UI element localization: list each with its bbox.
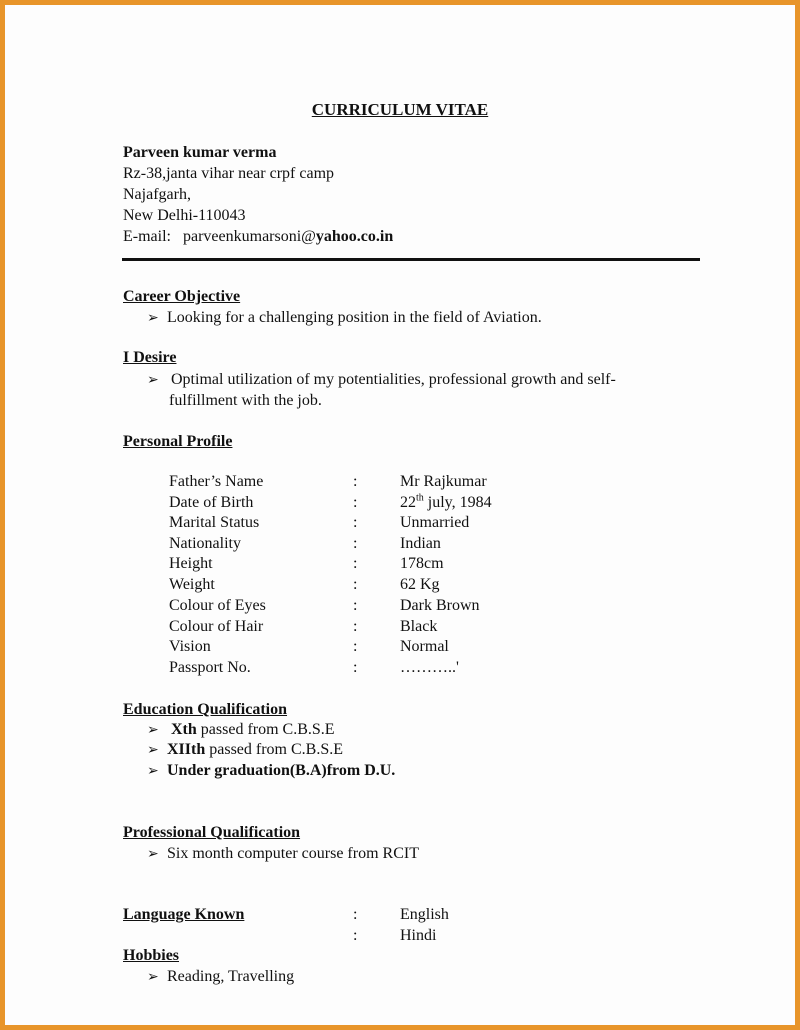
language-english: English	[400, 906, 449, 923]
arrow-bullet-icon: ➢	[147, 373, 159, 388]
education-item-bold: Under graduation(B.A)from D.U.	[167, 762, 396, 779]
profile-value-marital-status: Unmarried	[400, 514, 470, 531]
arrow-bullet-icon: ➢	[147, 311, 159, 326]
hobbies-text: Reading, Travelling	[167, 968, 295, 985]
profile-separator: :	[353, 618, 358, 635]
personal-profile-heading: Personal Profile	[123, 433, 233, 450]
hobbies-item	[147, 967, 294, 988]
profile-label-colour-of-hair: Colour of Hair	[169, 618, 264, 635]
profile-value-colour-of-hair: Black	[400, 618, 438, 635]
profile-label-date-of-birth: Date of Birth	[169, 494, 254, 511]
profile-separator: :	[353, 576, 358, 593]
header-divider	[122, 258, 700, 261]
language-hindi: Hindi	[400, 927, 437, 944]
profile-separator: :	[353, 597, 358, 614]
profile-separator: :	[353, 535, 358, 552]
email-line	[123, 227, 393, 247]
email-user[interactable]: parveenkumarsoni@	[182, 228, 316, 245]
education-heading: Education Qualification	[123, 701, 288, 718]
professional-item	[147, 844, 419, 865]
profile-separator: :	[353, 555, 358, 572]
profile-separator: :	[353, 638, 358, 655]
language-separator: :	[353, 927, 358, 944]
profile-separator: :	[353, 659, 358, 676]
address-line-2: Najafgarh,	[123, 186, 191, 203]
profile-label-weight: Weight	[169, 576, 215, 593]
profile-value-passport-no: ………..'	[400, 659, 459, 676]
email-domain[interactable]: yahoo.co.in	[315, 228, 394, 245]
email-label: E-mail:	[123, 228, 171, 245]
profile-label-fathers-name: Father’s Name	[169, 473, 264, 490]
language-separator: :	[353, 906, 358, 923]
profile-separator: :	[353, 514, 358, 531]
arrow-bullet-icon: ➢	[147, 743, 159, 758]
career-objective-text: Looking for a challenging position in the field of Aviation.	[167, 309, 542, 326]
education-item-text: passed from C.B.S.E	[196, 721, 335, 738]
profile-separator: :	[353, 494, 358, 511]
profile-label-nationality: Nationality	[169, 535, 241, 552]
education-item-bold: Xth	[171, 721, 197, 738]
education-item	[147, 761, 395, 782]
hobbies-heading: Hobbies	[123, 947, 180, 964]
desire-item	[147, 370, 616, 391]
profile-label-vision: Vision	[169, 638, 211, 655]
page-title: CURRICULUM VITAE	[311, 100, 489, 119]
arrow-bullet-icon: ➢	[147, 723, 159, 738]
profile-label-marital-status: Marital Status	[169, 514, 260, 531]
applicant-name: Parveen kumar verma	[123, 144, 277, 161]
education-item-bold: XIIth	[167, 741, 206, 758]
profile-label-passport-no: Passport No.	[169, 659, 251, 676]
profile-value-height: 178cm	[400, 555, 444, 572]
desire-text-line-2: fulfillment with the job.	[169, 392, 322, 409]
arrow-bullet-icon: ➢	[147, 764, 159, 779]
profile-value-nationality: Indian	[400, 535, 441, 552]
address-line-3: New Delhi-110043	[123, 207, 246, 224]
professional-heading: Professional Qualification	[123, 824, 301, 841]
career-objective-item	[147, 308, 542, 329]
career-objective-heading: Career Objective	[123, 288, 241, 305]
education-item	[147, 720, 335, 741]
arrow-bullet-icon: ➢	[147, 970, 159, 985]
professional-text: Six month computer course from RCIT	[167, 845, 419, 862]
profile-label-colour-of-eyes: Colour of Eyes	[169, 597, 266, 614]
education-item	[147, 740, 343, 761]
profile-label-height: Height	[169, 555, 213, 572]
profile-value-colour-of-eyes: Dark Brown	[400, 597, 480, 614]
profile-value-fathers-name: Mr Rajkumar	[400, 473, 487, 490]
language-heading: Language Known	[123, 906, 245, 923]
profile-value-weight: 62 Kg	[400, 576, 440, 593]
profile-separator: :	[353, 473, 358, 490]
education-item-text: passed from C.B.S.E	[205, 741, 344, 758]
arrow-bullet-icon: ➢	[147, 847, 159, 862]
desire-heading: I Desire	[123, 349, 177, 366]
desire-text-line-1: Optimal utilization of my potentialities, professional growth and self-	[171, 371, 616, 388]
profile-value-date-of-birth: 22th july, 1984	[400, 492, 492, 511]
profile-value-vision: Normal	[400, 638, 449, 655]
address-line-1: Rz-38,janta vihar near crpf camp	[123, 165, 335, 182]
